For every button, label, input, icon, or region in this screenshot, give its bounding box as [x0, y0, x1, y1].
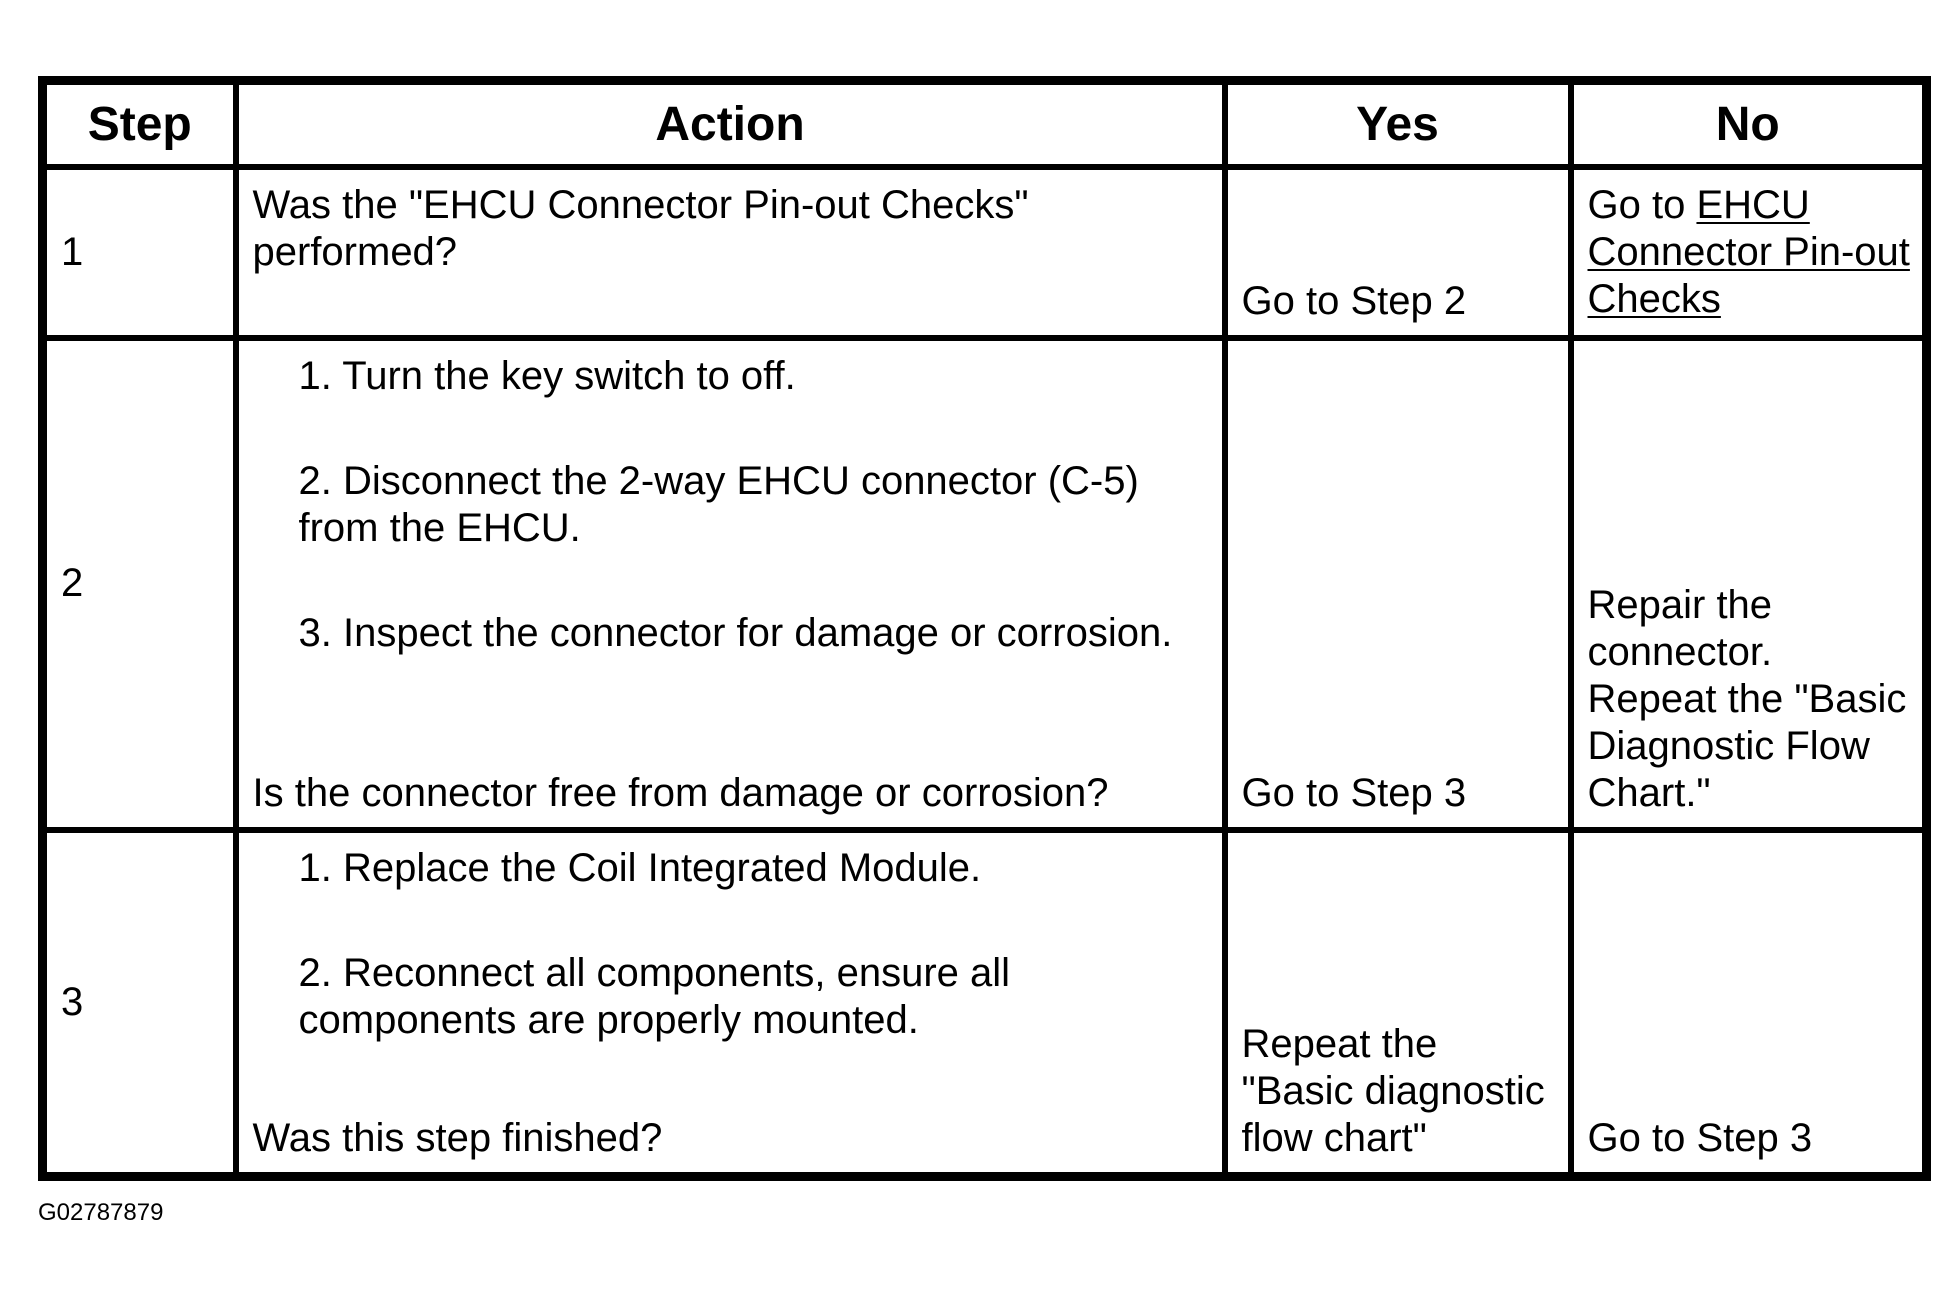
action-substep: 3. Inspect the connector for damage or corrosion. [298, 610, 1173, 655]
header-step: Step [43, 81, 236, 167]
no-result: Go to Step 3 [1587, 1116, 1813, 1160]
no-result [1588, 182, 1913, 323]
figure-id: G02787879 [38, 1199, 164, 1226]
action-substep: 1. Turn the key switch to off. [298, 353, 796, 398]
action-question: Was this step finished? [252, 1116, 663, 1160]
no-cell [1571, 167, 1927, 338]
yes-result: Repeat the "Basic diagnostic flow chart" [1241, 1022, 1545, 1160]
header-yes: Yes [1225, 81, 1571, 167]
action-question: Was the "EHCU Connector Pin-out Checks" performed? [252, 182, 1029, 274]
diagnostic-table [38, 76, 1931, 1181]
no-cell [1571, 830, 1927, 1177]
action-substep: 1. Replace the Coil Integrated Module. [298, 845, 982, 890]
table-row [43, 167, 1927, 338]
table-header-row [43, 81, 1927, 167]
header-no: No [1571, 81, 1927, 167]
action-substep: 2. Disconnect the 2-way EHCU connector (C-5) from the EHCU. [298, 458, 1139, 550]
no-result-prefix: Go to [1587, 182, 1697, 227]
no-result: Repair the connector. Repeat the "Basic Diagnostic Flow Chart." [1587, 582, 1907, 815]
yes-cell [1225, 167, 1571, 338]
action-question: Is the connector free from damage or corrosion? [252, 770, 1109, 815]
yes-cell [1225, 830, 1571, 1177]
action-cell [236, 830, 1225, 1177]
table-row [43, 338, 1927, 830]
header-action: Action [236, 81, 1225, 167]
action-cell [236, 338, 1225, 830]
action-cell [236, 167, 1225, 338]
step-number: 3 [43, 830, 236, 1177]
pinout-checks-link[interactable]: EHCU Connector Pin-out Checks [1587, 182, 1910, 321]
yes-result: Go to Step 2 [1241, 278, 1467, 323]
step-number: 2 [43, 338, 236, 830]
step-number: 1 [43, 167, 236, 338]
action-substep: 2. Reconnect all components, ensure all components are properly mounted. [298, 950, 1011, 1042]
no-cell [1571, 338, 1927, 830]
yes-result: Go to Step 3 [1241, 770, 1467, 815]
yes-cell [1225, 338, 1571, 830]
table-row [43, 830, 1927, 1177]
